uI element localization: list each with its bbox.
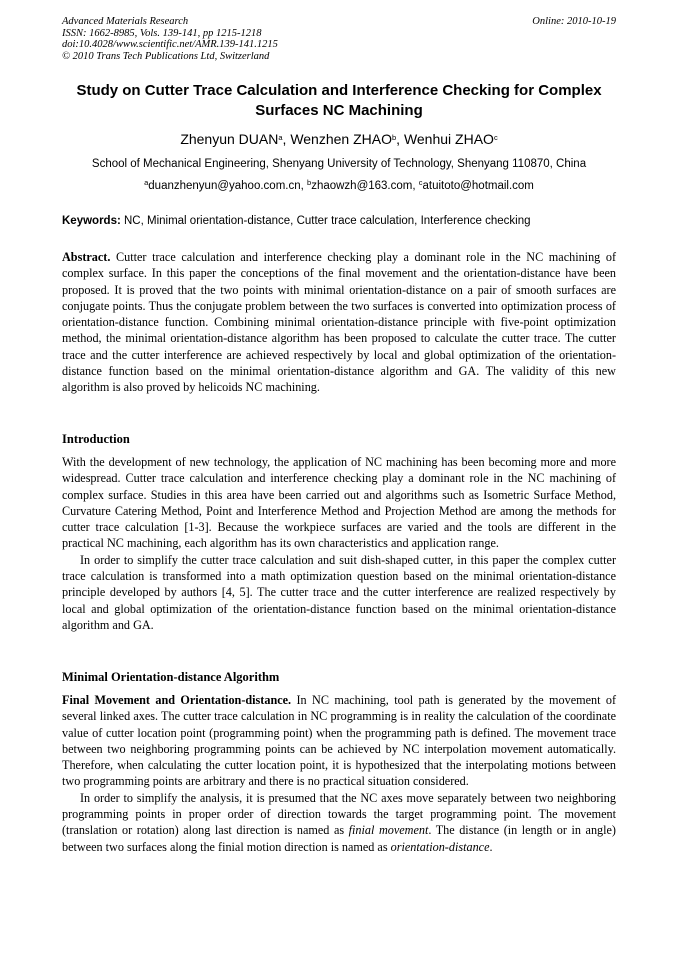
author-mark: c <box>493 133 498 142</box>
online-date: Online: 2010-10-19 <box>532 16 616 27</box>
abstract-text: Cutter trace calculation and interference checking play a dominant role in the NC machining of complex surface. In this paper the conceptions of the final movement and the orientation-distance have been proposed. It is proved that the two points with minimal orientation-distance on a pair of smooth surfaces are conjugate points. Thus the conjugate problem between the two surfaces is converted into optimization process of orientation-distance function. Combining minimal orientation-distance principle with five-point optimization method, the minimal orientation-distance algorithm has been proposed to calculate the cutter trace. The cutter trace and the cutter interference are achieved respectively by local and global optimization of the orientation-distance function based on the minimal orientation-distance algorithm and GA. The validity of this new algorithm is also proved by helicoids NC machining. <box>62 250 616 395</box>
section-paragraph <box>62 790 616 855</box>
term-orientation-distance: orientation-distance <box>390 839 490 854</box>
keywords-text: NC, Minimal orientation-distance, Cutter trace calculation, Interference checking <box>124 215 531 227</box>
email-link[interactable]: duanzhenyun@yahoo.com.cn <box>148 180 301 192</box>
introduction-paragraph: In order to simplify the cutter trace calculation and suit dish-shaped cutter, in this paper the complex cutter trace calculation is transformed into a math optimization question based on the minimal orientation-distance principle developed by authors [4, 5]. The cutter trace and the cutter interference are realized respectively by local and global optimization of the orientation-distance function based on the minimal orientation-distance algorithm and GA. <box>62 552 616 632</box>
email-mark: a <box>144 178 149 187</box>
introduction-paragraph: With the development of new technology, the application of NC machining has been becoming more and more widespread. Cutter trace calculation and interference checking play a dominant role in the NC machining of complex surface. Studies in this area have been carried out and algorithms such as Isometric Surface Method, Curvature Catering Method, Point and Interference Method and Projection Method are among the methods for cutter trace calculation [1-3]. Because the workpiece surfaces are varied and the tools are different in the practical NC machining, each algorithm has its own characteristics and application range. <box>62 455 616 551</box>
section-text: . The distance (in length or in angle) between two surfaces along the finial motion direction is named as <box>62 823 616 854</box>
email-link[interactable]: atuitoto@hotmail.com <box>422 180 534 192</box>
author-mark: b <box>391 133 397 142</box>
author-list <box>62 130 616 148</box>
author-name: Zhenyun DUAN <box>180 131 279 147</box>
email-list <box>62 179 616 194</box>
subsection-lead: Final Movement and Orientation-distance. <box>62 693 292 707</box>
introduction-heading: Introduction <box>62 432 130 446</box>
introduction-body <box>62 454 616 633</box>
section-paragraph: In NC machining, tool path is generated by the movement of several linked axes. The cutter trace calculation in NC programming is in reality the calculation of the coordinate value of cutter location point (programming point) when the programming path is defined. The movement trace between two neighboring programming points can be achieved by NC interpolation movement automatically. Therefore, when calculating the cutter location point, it is hypothesized that the interpolating motions between two programming points are arbitrary and there is no practical situation considered. <box>62 693 617 789</box>
journal-doi: doi:10.4028/www.scientific.net/AMR.139-141.1215 <box>62 39 278 50</box>
keywords-label: Keywords: <box>62 215 121 227</box>
paper-title: Study on Cutter Trace Calculation and Interference Checking for Complex Surfaces NC Machining <box>76 82 602 119</box>
email-mark: c <box>418 178 423 187</box>
journal-name: Advanced Materials Research <box>62 16 189 27</box>
abstract-label: Abstract. <box>62 250 111 264</box>
affiliation: School of Mechanical Engineering, Shenyang University of Technology, Shenyang 110870, China <box>91 158 587 170</box>
journal-copyright: © 2010 Trans Tech Publications Ltd, Switzerland <box>62 50 270 62</box>
section-body <box>62 692 616 855</box>
section-text: . <box>489 839 493 854</box>
email-mark: b <box>307 178 312 187</box>
email-separator: , <box>412 180 419 192</box>
email-separator: , <box>300 180 308 192</box>
email-link[interactable]: zhaowzh@163.com <box>311 180 413 192</box>
abstract <box>62 249 616 396</box>
term-finial-movement: finial movement <box>348 823 429 838</box>
keywords <box>62 214 616 229</box>
journal-header <box>62 16 616 62</box>
author-separator: , <box>282 131 291 147</box>
section-heading: Minimal Orientation-distance Algorithm <box>62 670 280 684</box>
author-separator: , <box>396 131 404 147</box>
journal-issn: ISSN: 1662-8985, Vols. 139-141, pp 1215-1218 <box>62 27 262 39</box>
section-text: In order to simplify the analysis, it is presumed that the NC axes move separately between two neighboring programming points in proper order of direction towards the target programming point. The movement (translation or rotation) along last direction is named as <box>62 790 616 838</box>
author-mark: a <box>278 133 283 142</box>
author-name: Wenzhen ZHAO <box>290 131 392 147</box>
author-name: Wenhui ZHAO <box>403 131 494 147</box>
